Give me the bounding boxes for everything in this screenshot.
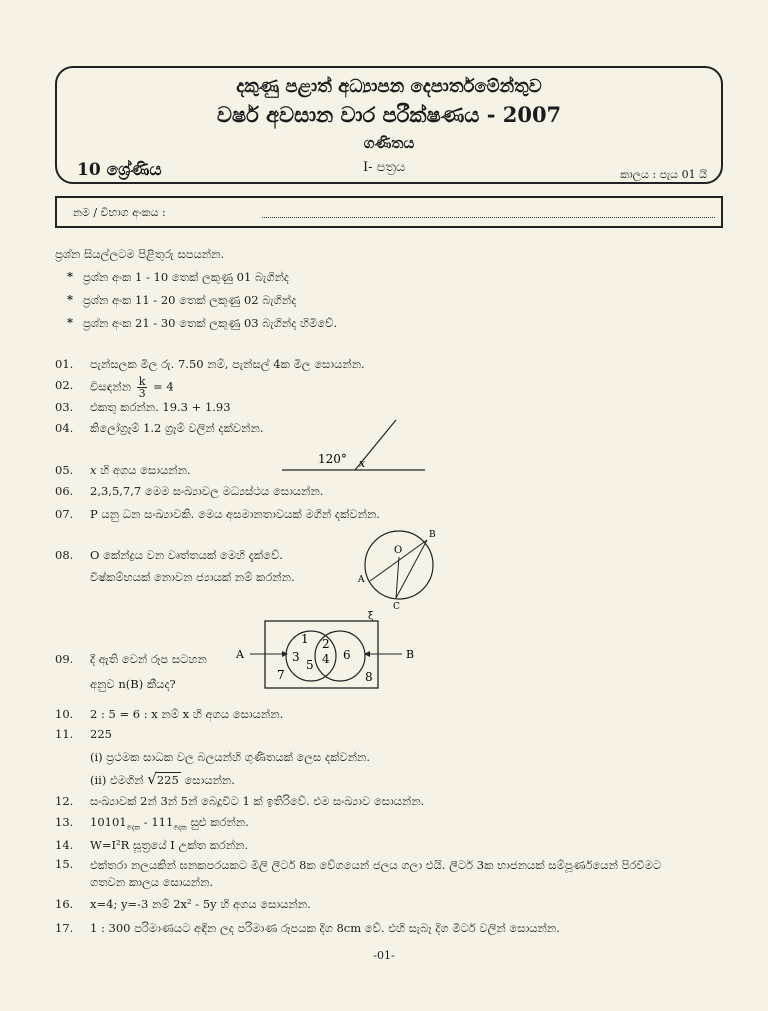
question-text-line1: දී ඇති වෙන් රූප සටහන xyxy=(90,652,207,666)
instruction-bullet xyxy=(67,315,338,331)
q13-base-a: දෙක xyxy=(126,823,141,832)
radius-oc xyxy=(396,557,399,598)
question-08-line2: විෂ්කම්භයක් නොවන ජ්‍යායක් නම් කරන්න. xyxy=(90,570,295,584)
fraction-denominator: 3 xyxy=(138,387,146,400)
q02-prefix: විසඳන්න xyxy=(90,379,132,394)
label-b: B xyxy=(406,648,415,661)
point-o-label: O xyxy=(394,545,403,556)
question-text: පැන්සලක මිල රු. 7.50 නම්, පැන්සල් 4ක මිල සොයන්න. xyxy=(90,357,365,371)
question-text-line1: O කේන්ද්‍රය වන වෘත්තයක් මෙහි දැක්වේ. xyxy=(90,548,283,562)
q13-rest: සුළු කරන්න. xyxy=(186,815,249,829)
instruction-bullet xyxy=(67,269,290,285)
q13-operand-b: - 111 xyxy=(140,815,174,829)
question-text: P යනු ධන සංඛ්‍යාවකි. මෙය අසමානතාවයක් මගින් දක්වන්න. xyxy=(90,507,380,521)
question-text xyxy=(90,463,191,478)
question-number: 11. xyxy=(55,727,74,741)
exam-title: වර්ෂ අවසාන වාර පරීක්ෂණය - 2007 xyxy=(216,102,562,127)
time-label: කාලය : පැය 01 යි xyxy=(620,168,707,181)
question-text: 225 xyxy=(90,727,112,741)
question-text xyxy=(90,376,174,399)
instruction-bullet xyxy=(67,292,297,308)
question-11-part-ii xyxy=(90,770,235,788)
venn-element: 3 xyxy=(292,650,300,664)
question-number: 01. xyxy=(55,357,74,371)
question-number: 16. xyxy=(55,897,74,911)
bullet-text: ප්‍රශ්න අංක 1 - 10 තෙක් ලකුණු 01 බැගින්ද xyxy=(83,270,290,284)
question-text xyxy=(90,815,249,832)
question-09-line2: අනුව n(B) කීයද? xyxy=(90,677,176,691)
angle-figure xyxy=(280,415,430,475)
angle-value: 120° xyxy=(318,452,347,466)
q05-text: හි අගය සොයන්න. xyxy=(96,463,191,477)
venn-element: 4 xyxy=(322,652,330,666)
question-number: 13. xyxy=(55,815,74,829)
question-text: 2 : 5 = 6 : x නම් x හි අගය සොයන්න. xyxy=(90,707,284,721)
header-box xyxy=(55,66,723,184)
point-b-label: B xyxy=(429,530,436,540)
question-number: 10. xyxy=(55,707,74,721)
q11-ii-prefix: (ii) එමගින් xyxy=(90,773,144,787)
fraction-numerator: k xyxy=(138,375,146,388)
venn-element: 8 xyxy=(365,670,373,684)
question-number: 04. xyxy=(55,421,74,435)
radicand: 225 xyxy=(156,773,179,787)
subject-title: ගණිතය xyxy=(363,134,415,152)
name-field-label: නම / විභාග අංකය : xyxy=(73,206,166,219)
angle-variable: x xyxy=(359,457,366,470)
venn-element: 5 xyxy=(306,658,314,672)
question-text: සංඛ්‍යාවක් 2න් 3න් 5න් බෙදූවිට 1 ක් ඉතිරිවේ. එම සංඛ්‍යාව සොයන්න. xyxy=(90,794,425,808)
question-number: 09. xyxy=(55,652,74,666)
bullet-text: ප්‍රශ්න අංක 21 - 30 තෙක් ලකුණු 03 බැගින්ද හිමිවේ. xyxy=(83,316,338,330)
question-text: එක්තරා නලයකින් ඝනකපරයකට මිලි ලීටර් 8ක වේගයෙන් ජලය ගලා එයි. ලීටර් 3ක භාජනයක් සම්පූර්ණයෙන් පිරවීමට ගතවන කාලය සොයන්න. xyxy=(90,858,662,889)
instructions-main: ප්‍රශ්න සියල්ලටම පිළිතුරු සපයන්න. xyxy=(55,247,225,261)
point-c-label: C xyxy=(393,602,400,610)
question-number: 14. xyxy=(55,838,74,852)
venn-element: 6 xyxy=(343,648,351,662)
q02-rest: = 4 xyxy=(153,379,174,394)
question-number: 06. xyxy=(55,484,74,498)
grade-label: 10 ශ්‍රේණිය xyxy=(77,160,162,180)
label-a: A xyxy=(236,648,244,661)
question-text: කිලෝග්‍රෑම් 1.2 ග්‍රෑම් වලින් දක්වන්න. xyxy=(90,421,264,435)
q11-ii-suffix: සොයන්න. xyxy=(184,773,235,787)
radical-sign: √ xyxy=(147,770,157,788)
department-title: දකුණු පළාත් අධ්‍යාපන දෙපාර්තමේන්තුව xyxy=(236,76,542,97)
question-number: 17. xyxy=(55,921,74,935)
question-number: 03. xyxy=(55,400,74,414)
venn-diagram xyxy=(232,611,422,691)
circle-figure xyxy=(352,525,442,610)
question-number: 15. xyxy=(55,857,74,871)
question-text: 1 : 300 පරිමාණයට අඳින ලද පරිමාණ රූපයක දිග 8cm වේ. එහි සැබෑ දිග මීටර් වලින් සොයන්න. xyxy=(90,921,560,935)
variable-x: x xyxy=(90,463,97,477)
bullet-star: * xyxy=(67,292,74,306)
circle-outline xyxy=(365,531,433,599)
page-number: -01- xyxy=(373,949,395,962)
question-text: එකතු කරන්න. 19.3 + 1.93 xyxy=(90,400,231,414)
q13-operand-a: 10101 xyxy=(90,815,127,829)
q13-base-b: දෙක xyxy=(173,823,187,832)
question-number: 05. xyxy=(55,463,74,477)
venn-element: 7 xyxy=(277,668,285,682)
paper-label: I- පත්‍රය xyxy=(363,160,406,175)
venn-element: 1 xyxy=(301,632,309,646)
name-field-line[interactable] xyxy=(262,217,715,218)
question-text: 2,3,5,7,7 මෙම සංඛ්‍යාවල මධ්‍යස්ථය සොයන්න. xyxy=(90,484,324,498)
fraction xyxy=(137,376,148,399)
question-number: 07. xyxy=(55,507,74,521)
bullet-text: ප්‍රශ්න අංක 11 - 20 තෙක් ලකුණු 02 බැගින්ද xyxy=(83,293,297,307)
name-field-box[interactable] xyxy=(55,196,723,228)
venn-element: 2 xyxy=(322,637,330,651)
question-number: 02. xyxy=(55,378,74,392)
question-number: 12. xyxy=(55,794,74,808)
question-text: x=4; y=-3 නම් 2x² - 5y හි අගය සොයන්න. xyxy=(90,897,311,911)
question-text: W=I²R සූත්‍රයේ I උක්ත කරන්න. xyxy=(90,838,249,852)
universal-symbol: ξ xyxy=(368,611,374,622)
question-number: 08. xyxy=(55,548,74,562)
bullet-star: * xyxy=(67,269,74,283)
point-a-label: A xyxy=(358,575,365,585)
bullet-star: * xyxy=(67,315,74,329)
arrow-a-head xyxy=(282,651,288,657)
question-11-part-i: (i) ප්‍රථමක සාධක වල බලයන්හි ගුණිතයක් ලෙස දක්වන්න. xyxy=(90,750,371,764)
